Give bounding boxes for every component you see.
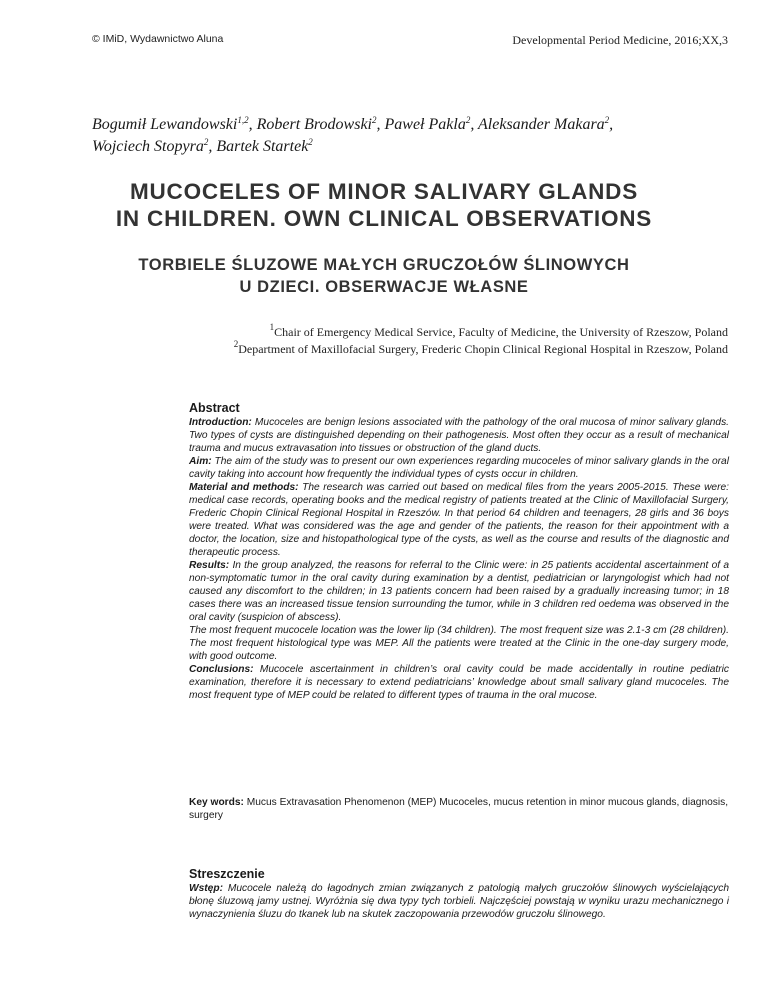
article-title-english — [0, 178, 768, 232]
section-text: Mucocele należą do łagodnych zmian związanych z patologią małych gruczołów ślinowych wyścielających błonę śluzową jamy ustnej. Wyróżnia się dwa typy tych torbieli. Najczęściej powstają w wyniku urazu mechanicznego i wynaczynienia śluzu do tkanek lub na skutek zaczopowania przewodów gruczołu ślinowego. — [189, 883, 729, 920]
section-label: Wstęp: — [189, 883, 223, 894]
streszczenie-section — [189, 866, 729, 921]
author-separator: , — [470, 116, 479, 133]
author-name: Paweł Pakla — [384, 116, 466, 133]
abstract-body — [189, 416, 729, 702]
affiliation-item — [48, 324, 728, 341]
abstract-introduction — [189, 416, 729, 455]
title-line: U DZIECI. OBSERWACJE WŁASNE — [239, 278, 529, 296]
author-separator: , — [208, 138, 217, 155]
abstract-results-continued: The most frequent mucocele location was the lower lip (34 children). The most frequent size was 2.1-3 cm (28 children). The most frequent histological type was MEP. All the patients were treated at the Clinic in the one-day surgery mode, with good outcome. — [189, 625, 729, 662]
section-label: Results: — [189, 560, 230, 571]
article-title-polish — [0, 254, 768, 298]
section-text: The research was carried out based on medical files from the years 2005-2015. These were: medical case records, operating books and the medical registry of patients treated at the Clinic of Maxillofacial Surgery, Frederic Chopin Clinical Regional Hospital in Rzeszów. In that period 64 children and teenagers, 28 girls and 36 boys were treated. What was considered was the age and gender of the patients, the reason for their appointment with a doctor, the location, size and histopathological type of the cysts, as well as the course and results of the diagnostic and therapeutic process. — [189, 482, 729, 558]
abstract-heading: Abstract — [189, 401, 240, 415]
title-line: TORBIELE ŚLUZOWE MAŁYCH GRUCZOŁÓW ŚLINOWYCH — [138, 256, 630, 274]
affiliations — [48, 324, 728, 358]
author-affiliation-mark: 2 — [203, 137, 209, 147]
author-separator: , — [376, 116, 385, 133]
author-affiliation-mark: 2 — [308, 137, 313, 147]
streszczenie-body — [189, 882, 729, 921]
author-name: Wojciech Stopyra — [92, 138, 204, 155]
streszczenie-wstep — [189, 882, 729, 921]
copyright-header: © IMiD, Wydawnictwo Aluna — [92, 33, 224, 45]
author-name: Bogumił Lewandowski — [92, 116, 238, 133]
abstract-methods — [189, 481, 729, 559]
author-affiliation-mark: 2 — [604, 115, 610, 125]
section-text: Mucocele ascertainment in children’s oral cavity could be made accidentally in routine pediatric examination, therefore it is necessary to extend pediatricians’ knowledge about small salivary gland mucoceles. The most frequent type of MEP could be related to different types of trauma in the oral mucose. — [189, 664, 729, 701]
affiliation-number: 2 — [233, 339, 239, 349]
author-line-1 — [92, 114, 712, 136]
section-text: The aim of the study was to present our own experiences regarding mucoceles of minor salivary glands in the oral cavity taking into account how frequently the individual types of cysts occur in children. — [189, 456, 729, 480]
abstract-section — [189, 400, 729, 702]
keywords — [189, 796, 729, 822]
author-affiliation-mark: 2 — [372, 115, 377, 125]
abstract-conclusions — [189, 663, 729, 702]
affiliation-text: Department of Maxillofacial Surgery, Frederic Chopin Clinical Regional Hospital in Rzeszow, Poland — [238, 342, 728, 356]
title-line: IN CHILDREN. OWN CLINICAL OBSERVATIONS — [115, 206, 653, 231]
author-name: Bartek Startek — [216, 138, 309, 155]
title-line: MUCOCELES OF MINOR SALIVARY GLANDS — [129, 179, 639, 204]
section-label: Introduction: — [189, 417, 252, 428]
keywords-text: Mucus Extravasation Phenomenon (MEP) Mucoceles, mucus retention in minor mucous glands, diagnosis, surgery — [189, 797, 729, 821]
author-affiliation-mark: 1,2 — [237, 115, 249, 125]
author-line-2 — [92, 136, 712, 158]
section-text: Mucoceles are benign lesions associated with the pathology of the oral mucosa of minor salivary glands. Two types of cysts are distinguished depending on their pathogenesis. Most often they occur as a result of mechanical trauma and mucus extravasation into tissues or obstruction of the gland ducts. — [189, 417, 729, 454]
journal-citation-header: Developmental Period Medicine, 2016;XX,3 — [512, 33, 728, 47]
author-separator: , — [248, 116, 257, 133]
author-list — [92, 114, 712, 158]
affiliation-item — [48, 341, 728, 358]
affiliation-number: 1 — [269, 322, 275, 332]
abstract-aim — [189, 455, 729, 481]
keywords-label: Key words: — [189, 797, 244, 808]
section-label: Material and methods: — [189, 482, 299, 493]
author-affiliation-mark: 2 — [465, 115, 471, 125]
affiliation-text: Chair of Emergency Medical Service, Faculty of Medicine, the University of Rzeszow, Poland — [274, 325, 728, 339]
section-label: Conclusions: — [189, 664, 254, 675]
author-name: Aleksander Makara — [478, 116, 605, 133]
section-text: In the group analyzed, the reasons for referral to the Clinic were: in 25 patients accidental ascertainment of a non-symptomatic tumor in the oral cavity during examination by a dentist, pediatrician or laryngologist which had not caused any discomfort to the children; in 13 patients concern had been raised by a gradually increasing tumor; in 18 cases there was an increased tissue tension surrounding the tumor, while in 3 children red oedema was observed in the oral cavity (suspicion of abscess). — [189, 560, 729, 623]
streszczenie-heading: Streszczenie — [189, 867, 265, 881]
section-label: Aim: — [189, 456, 212, 467]
author-name: Robert Brodowski — [256, 116, 372, 133]
abstract-results — [189, 559, 729, 624]
author-separator: , — [609, 116, 614, 133]
